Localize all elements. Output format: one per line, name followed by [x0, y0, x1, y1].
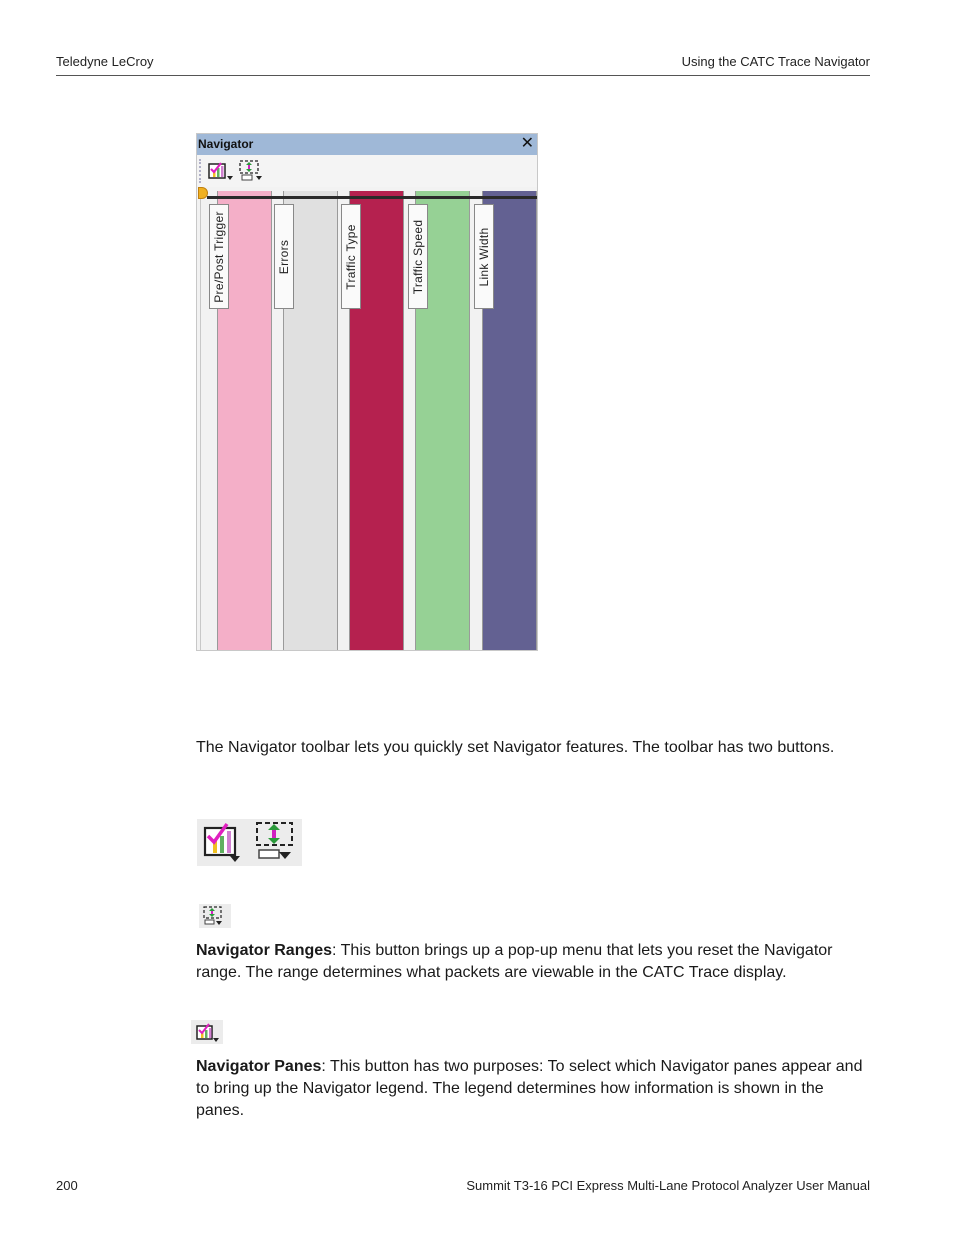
lane-label-link-width: [474, 204, 494, 309]
page-number: 200: [56, 1178, 78, 1193]
lane-label-text: Traffic Type: [344, 223, 358, 290]
lane-label-traffic-speed: [408, 204, 428, 309]
ranges-title: Navigator Ranges: [196, 942, 333, 959]
ranges-paragraph: [196, 940, 876, 984]
intro-paragraph: The Navigator toolbar lets you quickly set Navigator features. The toolbar has two buttons.: [196, 739, 835, 756]
lane-label-text: Errors: [277, 239, 291, 274]
lane-label-text: Traffic Speed: [411, 219, 425, 294]
toolbar-buttons-image: [197, 819, 302, 866]
lane-label-pre-post-trigger: [209, 204, 229, 309]
panes-paragraph: [196, 1056, 876, 1122]
lane-label-errors: [274, 204, 294, 309]
lane-label-text: Link Width: [477, 226, 491, 287]
navigator-title-bar: [197, 134, 537, 155]
navigator-panes-icon-large: [205, 824, 240, 862]
navigator-panes-icon[interactable]: [208, 160, 234, 182]
panes-title: Navigator Panes: [196, 1058, 322, 1075]
toolbar-grip[interactable]: [199, 159, 204, 183]
navigator-timeline: [207, 196, 538, 199]
navigator-toolbar: [197, 155, 537, 187]
navigator-ranges-icon: [199, 904, 231, 928]
close-icon[interactable]: ✕: [520, 135, 534, 152]
navigator-left-ruler: [200, 199, 201, 651]
navigator-panel: [196, 133, 538, 651]
panes-description: : This button has two purposes: To select which Navigator panes appear and to bring up the Navigator legend. The legend determines how information is shown in the panes.: [196, 1058, 863, 1119]
header-section-title: Using the CATC Trace Navigator: [681, 54, 870, 69]
ranges-description: : This button brings up a pop-up menu that lets you reset the Navigator range. The range determines what packets are viewable in the CATC Trace display.: [196, 942, 833, 981]
lane-label-traffic-type: [341, 204, 361, 309]
navigator-ranges-icon[interactable]: [239, 160, 265, 182]
lane-label-text: Pre/Post Trigger: [212, 210, 226, 303]
navigator-ranges-icon-large: [257, 823, 292, 859]
header-company: Teledyne LeCroy: [56, 54, 154, 69]
header-rule: [56, 75, 870, 76]
navigator-title: Navigator: [198, 137, 254, 151]
navigator-panes-icon: [191, 1020, 223, 1044]
footer-manual-title: Summit T3-16 PCI Express Multi-Lane Protocol Analyzer User Manual: [466, 1178, 870, 1193]
